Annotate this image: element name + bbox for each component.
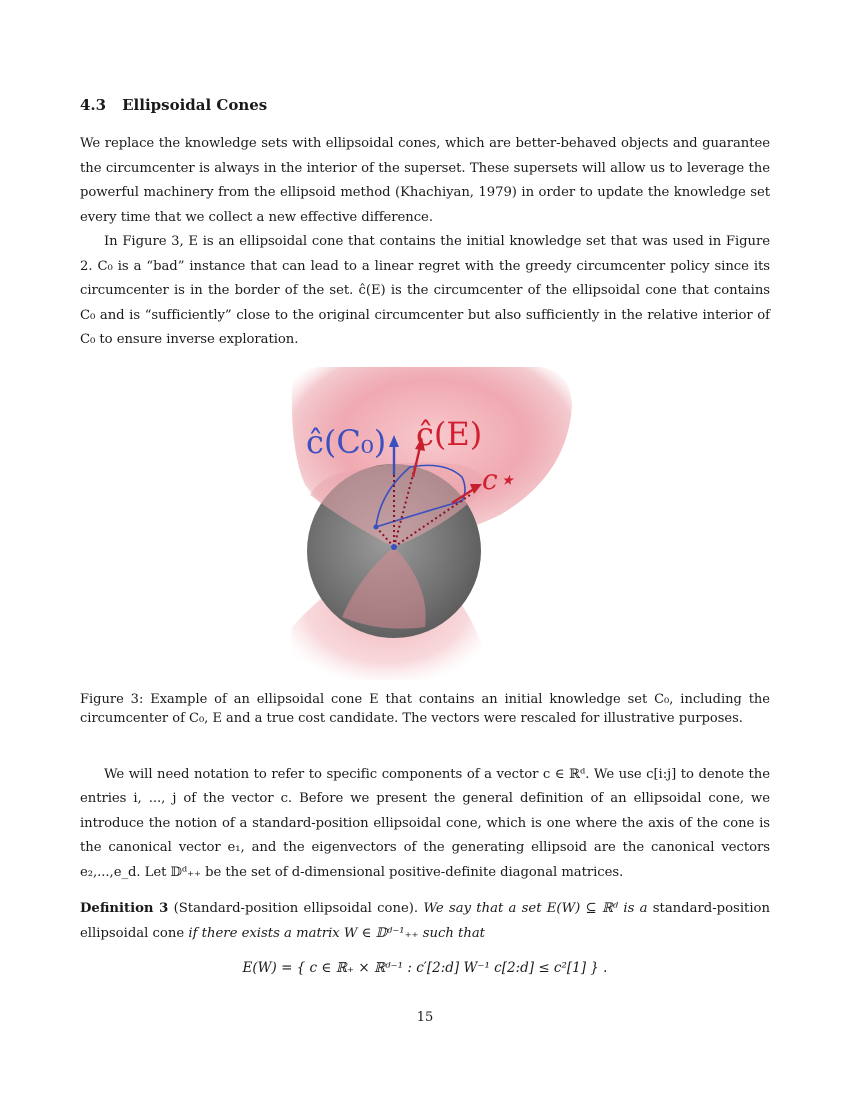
definition-text-b: if there exists a matrix W ∈ 𝔻ᵈ⁻¹₊₊ such that <box>188 925 485 941</box>
section-title: Ellipsoidal Cones <box>122 96 268 114</box>
section-number: 4.3 <box>80 96 107 114</box>
definition-text-a: We say that a set E(W) ⊆ ℝᵈ is a <box>423 901 648 916</box>
paragraph-1: We replace the knowledge sets with ellipsoidal cones, which are better-behaved objects and guarantee the circumcenter is always in the interior of the superset. These supersets will allow us to leverage the powerful machinery from the ellipsoid method (Khachiyan, 1979) in order to update the knowledge set every time that we collect a new effective difference. <box>80 136 770 225</box>
label-c-C0: ĉ(C₀) <box>306 422 387 461</box>
definition-name: (Standard-position ellipsoidal cone). <box>173 901 419 916</box>
paragraph-3: We will need notation to refer to specific components of a vector c ∈ ℝᵈ. We use c[i:j] to denote the entries i, ..., j of the vector c. Before we present the general definition of an ellipsoidal cone, we introduce the notion of a standard-position ellipsoidal cone, which is one where the axis of the cone is the canonical vector e₁, and the eigenvectors of the generating ellipsoid are the canonical vectors e₂,...,e_d. Let 𝔻ᵈ₊₊ be the set of d-dimensional positive-definite diagonal matrices. <box>80 766 770 880</box>
page-number: 15 <box>416 1010 434 1025</box>
label-c-star: c⋆ <box>482 462 516 496</box>
ellipsoidal-cone-illustration <box>80 365 770 680</box>
figure-3 <box>80 365 770 680</box>
definition-3 <box>80 897 770 946</box>
label-c-E: ĉ(E) <box>416 414 483 453</box>
figure-caption: Figure 3: Example of an ellipsoidal cone E that contains an initial knowledge set C₀, including the circumcenter of C₀, E and a true cost candidate. The vectors were rescaled for illustrative purposes. <box>80 691 770 726</box>
page-content <box>80 96 770 976</box>
section-heading <box>80 96 770 114</box>
paragraph-2: In Figure 3, E is an ellipsoidal cone that contains the initial knowledge set that was used in Figure 2. C₀ is a “bad” instance that can lead to a linear regret with the greedy circumcenter policy since its circumcenter is in the border of the set. ĉ(E) is the circumcenter of the ellipsoidal cone that contains C₀ and is “sufficiently” close to the original circumcenter but also sufficiently in the relative interior of C₀ to ensure inverse exploration. <box>80 234 770 347</box>
origin-dot <box>391 544 397 550</box>
definition-label: Definition 3 <box>80 901 169 916</box>
left-dot <box>374 524 379 529</box>
equation-ellipsoidal-cone: E(W) = { c ∈ ℝ₊ × ℝᵈ⁻¹ : c′[2:d] W⁻¹ c[2:d] ≤ c²[1] } . <box>242 960 608 976</box>
definition-term: standard-position ellipsoidal cone <box>80 901 770 941</box>
